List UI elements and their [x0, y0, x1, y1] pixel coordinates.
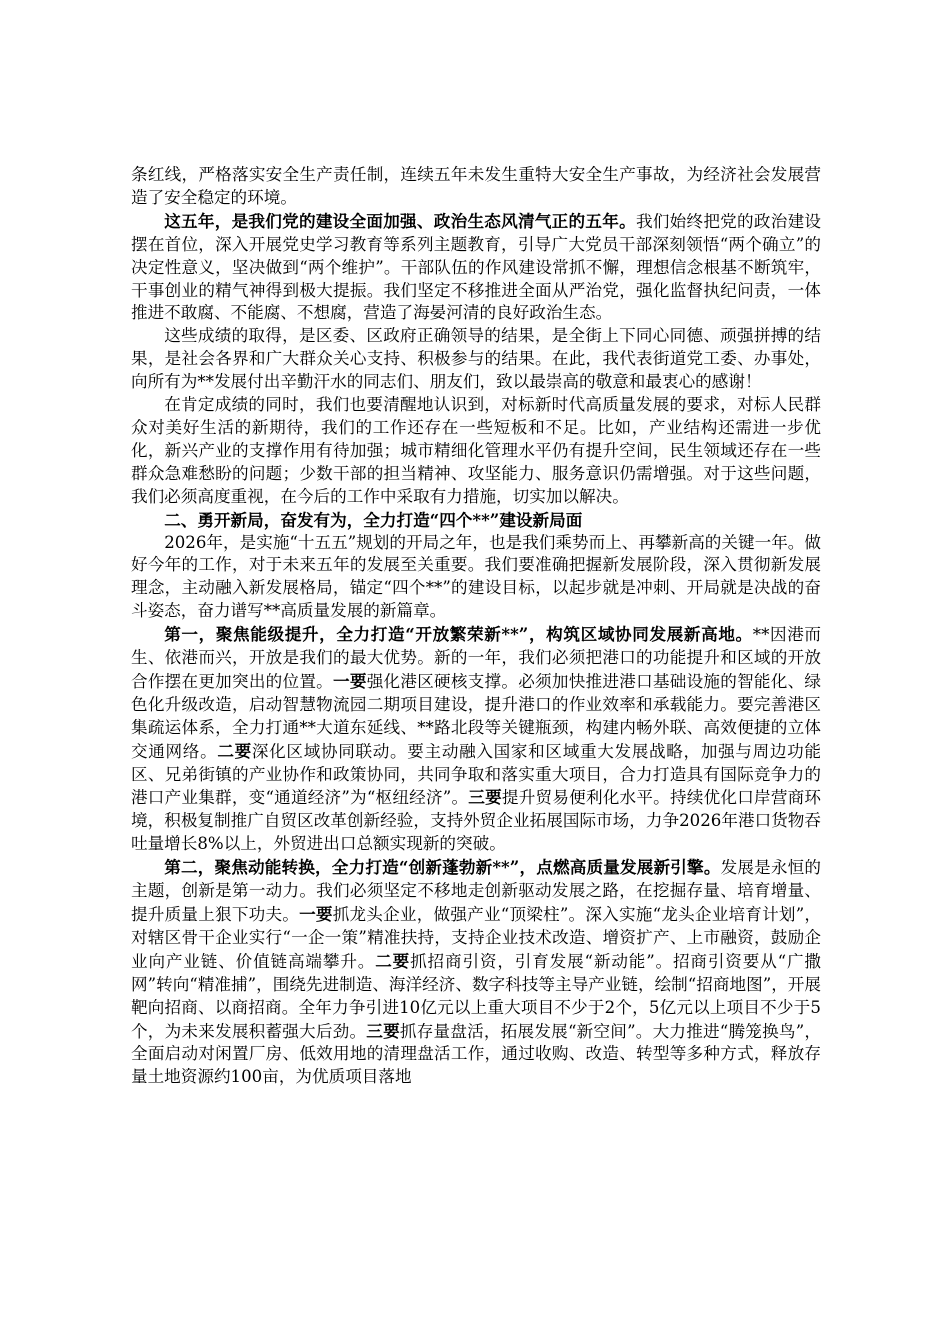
text-run: 我们始终把党的政治建设摆在首位，深入开展党史学习教育等系列主题教育，引导广大党员干部深刻领悟“两个确立”的决定性意义，坚决做到“两个维护”。干部队伍的作风建设常抓不懈，理想信念根基不断筑牢，干事创业的精气神得到极大提振。我们坚定不移推进全面从严治党，强化监督执纪问责，一体推进不敢腐、不能腐、不想腐，营造了海晏河清的良好政治生态。: [131, 211, 822, 323]
document-page: [131, 164, 821, 1089]
body-paragraph: [131, 856, 821, 1089]
text-run: 提升贸易便利化水平。持续优化口岸营商环境，积极复制推广自贸区改革创新经验，支持外贸企业拓展国际市场，力争2026年港口货物吞吐量增长8%以上，外贸进出口总额实现新的突破。: [131, 788, 822, 854]
bold-text-run: 第二，聚焦动能转换，全力打造“创新蓬勃新**”，点燃高质量发展新引擎。: [164, 857, 721, 878]
text-run: 抓存量盘活，拓展发展“新空间”。大力推进“腾笼换鸟”，全面启动对闲置厂房、低效用地的清理盘活工作，通过收购、改造、转型等多种方式，释放存量土地资源约100亩，为优质项目落地: [131, 1021, 822, 1087]
text-run: 抓招商引资，引育发展“新动能”。招商引资要从“广撒网”转向“精准捕”，围绕先进制造、海洋经济、数字科技等主导产业链，绘制“招商地图”，开展靶向招商、以商招商。全年力争引进10亿元以上重大项目不少于2个，5亿元以上项目不少于5个，为未来发展积蓄强大后劲。: [131, 951, 822, 1041]
section-heading: [131, 509, 821, 532]
bold-text-run: 第一，聚焦能级提升，全力打造“开放繁荣新**”，构筑区域协同发展新高地。: [164, 624, 753, 645]
bold-text-run: 二要: [375, 950, 411, 971]
bold-text-run: 一要: [299, 904, 333, 924]
text-run: **因港而生、依港而兴，开放是我们的最大优势。新的一年，我们必须把港口的功能提升和区域的开放合作摆在更加突出的位置。: [131, 625, 822, 691]
text-run: 2026年，是实施“十五五”规划的开局之年，也是我们乘势而上、再攀新高的关键一年。做好今年的工作，对于未来五年的发展至关重要。我们要准确把握新发展阶段，深入贯彻新发展理念，主动融入新发展格局，锚定“四个**”的建设目标，以起步就是冲刺、开局就是决战的奋斗姿态，奋力谱写**高质量发展的新篇章。: [131, 532, 821, 621]
bold-text-run: 这五年，是我们党的建设全面加强、政治生态风清气正的五年。: [164, 210, 636, 231]
body-paragraph: [131, 325, 821, 394]
body-paragraph: [131, 210, 821, 326]
text-run: 强化港区硬核支撑。必须加快推进港口基础设施的智能化、绿色化升级改造，启动智慧物流园二期项目建设，提升港口的作业效率和承载能力。要完善港区集疏运体系，全力打通**大道东延线、**路北段等关键瓶颈，构建内畅外联、高效便捷的立体交通网络。: [131, 671, 822, 761]
body-paragraph: [131, 623, 821, 856]
body-paragraph: [131, 164, 821, 210]
bold-text-run: 二、勇开新局，奋发有为，全力打造“四个**”建设新局面: [164, 509, 583, 530]
bold-text-run: 三要: [468, 787, 502, 808]
body-paragraph: [131, 532, 821, 624]
text-run: 在肯定成绩的同时，我们也要清醒地认识到，对标新时代高质量发展的要求，对标人民群众对美好生活的新期待，我们的工作还存在一些短板和不足。比如，产业结构还需进一步优化，新兴产业的支撑作用有待加强；城市精细化管理水平仍有提升空间，民生领域还存在一些群众急难愁盼的问题；少数干部的担当精神、攻坚能力、服务意识仍需增强。对于这些问题，我们必须高度重视，在今后的工作中采取有力措施，切实加以解决。: [131, 395, 821, 506]
text-run: 深化区域协同联动。要主动融入国家和区域重大发展战略，加强与周边功能区、兄弟街镇的产业协作和政策协同，共同争取和落实重大项目，合力打造具有国际竞争力的港口产业集群，变“通道经济”为“枢纽经济”。: [131, 741, 822, 808]
text-run: 条红线，严格落实安全生产责任制，连续五年未发生重特大安全生产事故，为经济社会发展营造了安全稳定的环境。: [131, 165, 821, 207]
text-run: 发展是永恒的主题，创新是第一动力。我们必须坚定不移地走创新驱动发展之路，在挖掘存量、培育增量、提升质量上狠下功夫。: [131, 858, 821, 924]
text-run: 这些成绩的取得，是区委、区政府正确领导的结果，是全街上下同心同德、顽强拼搏的结果，是社会各界和广大群众关心支持、积极参与的结果。在此，我代表街道党工委、办事处，向所有为**发展付出辛勤汗水的同志们、朋友们，致以最崇高的敬意和最衷心的感谢！: [131, 326, 821, 392]
bold-text-run: 二要: [217, 740, 252, 761]
body-paragraph: [131, 394, 821, 509]
text-run: 抓龙头企业，做强产业“顶梁柱”。深入实施“龙头企业培育计划”，对辖区骨干企业实行“一企一策”精准扶持，支持企业技术改造、增资扩产、上市融资，鼓励企业向产业链、价值链高端攀升。: [131, 905, 822, 971]
bold-text-run: 三要: [366, 1020, 400, 1041]
bold-text-run: 一要: [333, 670, 367, 691]
